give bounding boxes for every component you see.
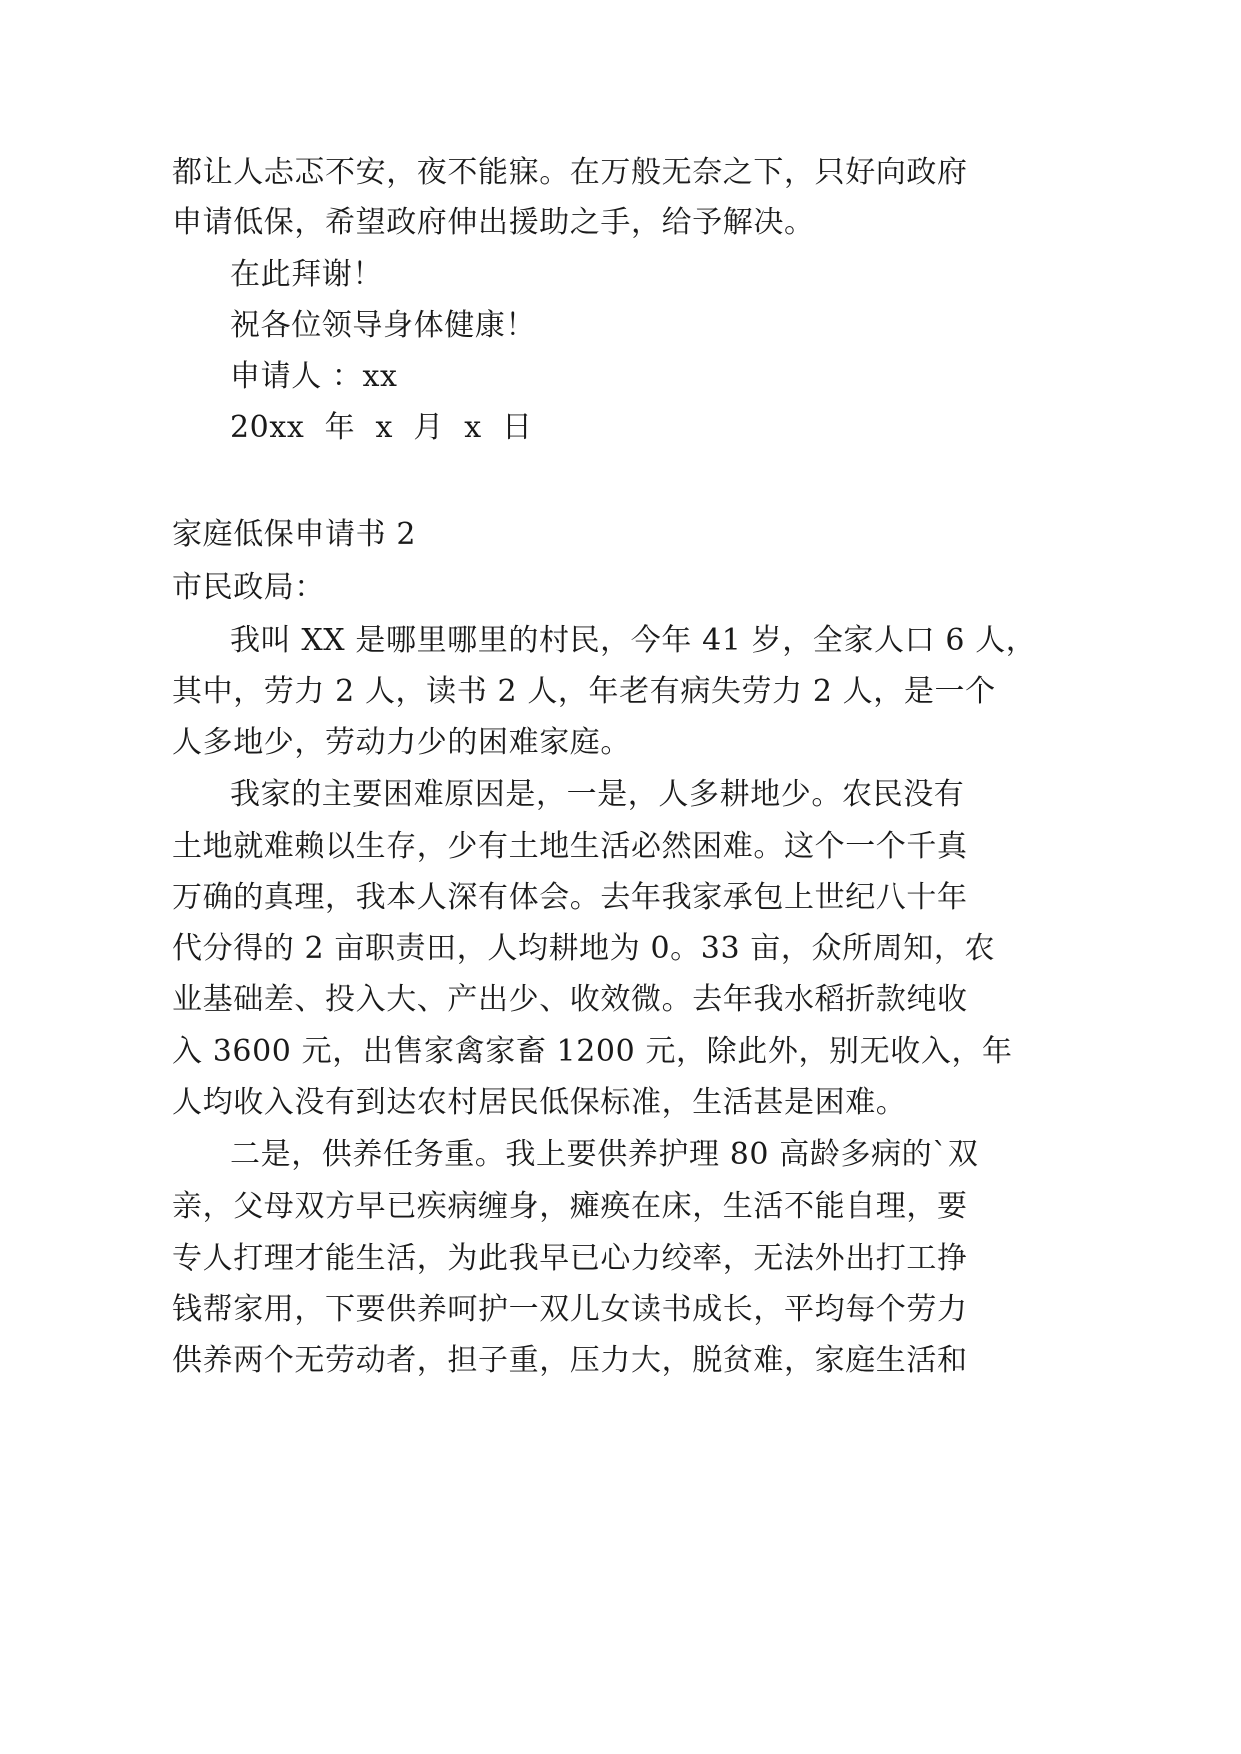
paragraph-line: 代分得的 2 亩职责田，人均耕地为 0。33 亩，众所周知，农 <box>172 931 996 966</box>
paragraph-line: 钱帮家用，下要供养呵护一双儿女读书成长，平均每个劳力 <box>172 1292 968 1327</box>
paragraph-line: 申请低保，希望政府伸出援助之手，给予解决。 <box>172 205 815 240</box>
paragraph-line: 都让人忐忑不安，夜不能寐。在万般无奈之下，只好向政府 <box>172 155 968 190</box>
paragraph-line: 专人打理才能生活，为此我早已心力绞率，无法外出打工挣 <box>172 1241 968 1276</box>
paragraph-line: 我叫 XX 是哪里哪里的村民，今年 41 岁，全家人口 6 人， <box>230 623 1037 658</box>
paragraph-line: 人均收入没有到达农村居民低保标准，生活甚是困难。 <box>172 1085 907 1120</box>
paragraph-line: 我家的主要困难原因是，一是，人多耕地少。农民没有 <box>230 777 965 812</box>
paragraph-line: 万确的真理，我本人深有体会。去年我家承包上世纪八十年 <box>172 880 968 915</box>
paragraph-line: 人多地少，劳动力少的困难家庭。 <box>172 725 631 760</box>
section-title: 家庭低保申请书 2 <box>172 517 417 552</box>
date-line: 20xx 年 x 月 x 日 <box>230 410 533 445</box>
applicant-line: 申请人 ：xx <box>230 359 398 394</box>
closing-wishes: 祝各位领导身体健康！ <box>230 308 536 343</box>
addressee: 市民政局： <box>172 570 325 605</box>
paragraph-line: 二是，供养任务重。我上要供养护理 80 高龄多病的`双 <box>230 1137 979 1172</box>
closing-thanks: 在此拜谢！ <box>230 257 383 292</box>
paragraph-line: 入 3600 元，出售家禽家畜 1200 元，除此外，别无收入，年 <box>172 1034 1013 1069</box>
paragraph-line: 业基础差、投入大、产出少、收效微。去年我水稻折款纯收 <box>172 982 968 1017</box>
paragraph-line: 亲，父母双方早已疾病缠身，瘫痪在床，生活不能自理，要 <box>172 1189 968 1224</box>
paragraph-line: 土地就难赖以生存，少有土地生活必然困难。这个一个千真 <box>172 829 968 864</box>
paragraph-line: 供养两个无劳动者，担子重，压力大，脱贫难，家庭生活和 <box>172 1343 968 1378</box>
paragraph-line: 其中，劳力 2 人，读书 2 人，年老有病失劳力 2 人，是一个 <box>172 674 996 709</box>
